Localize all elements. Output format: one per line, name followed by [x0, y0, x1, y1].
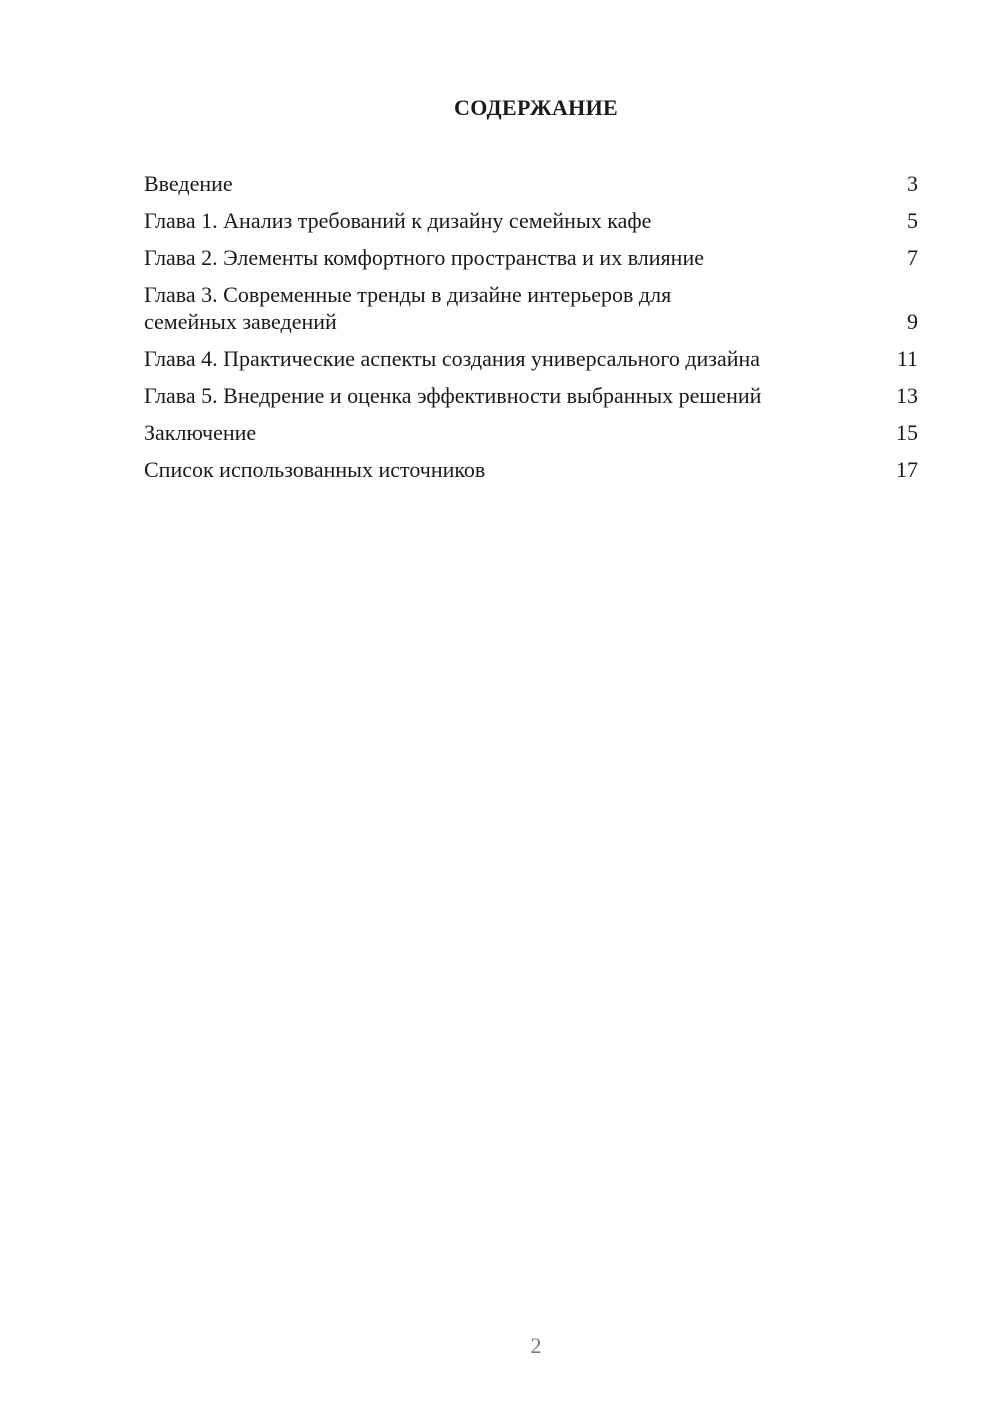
toc-entry-page: 11 — [896, 346, 918, 371]
toc-entry-text: Глава 4. Практические аспекты создания универсального дизайна — [144, 346, 761, 371]
toc-entry-page: 17 — [896, 457, 918, 482]
toc-entry-references[interactable] — [144, 456, 918, 483]
toc-entry-text: Глава 3. Современные тренды в дизайне интерьеров для семейных заведений — [144, 282, 672, 334]
toc-entry-chapter-2[interactable] — [144, 244, 918, 271]
toc-entry-text: Глава 1. Анализ требований к дизайну семейных кафе — [144, 208, 652, 233]
toc-entry-chapter-5[interactable] — [144, 382, 918, 409]
toc-entry-text: Глава 2. Элементы комфортного пространства и их влияние — [144, 245, 704, 270]
table-of-contents — [144, 170, 918, 493]
toc-title: СОДЕРЖАНИЕ — [454, 95, 618, 120]
toc-entry-text: Заключение — [144, 420, 257, 445]
toc-entry-text: Список использованных источников — [144, 457, 486, 482]
toc-entry-introduction[interactable] — [144, 170, 918, 197]
toc-entry-page: 5 — [907, 208, 918, 233]
toc-entry-page: 15 — [896, 420, 918, 445]
toc-entry-page: 3 — [907, 171, 918, 196]
toc-entry-page: 13 — [896, 383, 918, 408]
page-number: 2 — [530, 1333, 542, 1358]
toc-entry-chapter-4[interactable] — [144, 345, 918, 372]
toc-entry-page: 9 — [907, 309, 918, 334]
toc-entry-conclusion[interactable] — [144, 419, 918, 446]
toc-entry-text: Введение — [144, 171, 233, 196]
toc-entry-text: Глава 5. Внедрение и оценка эффективности выбранных решений — [144, 383, 762, 408]
toc-entry-chapter-3[interactable] — [144, 281, 918, 335]
toc-entry-chapter-1[interactable] — [144, 207, 918, 234]
toc-entry-page: 7 — [907, 245, 918, 270]
